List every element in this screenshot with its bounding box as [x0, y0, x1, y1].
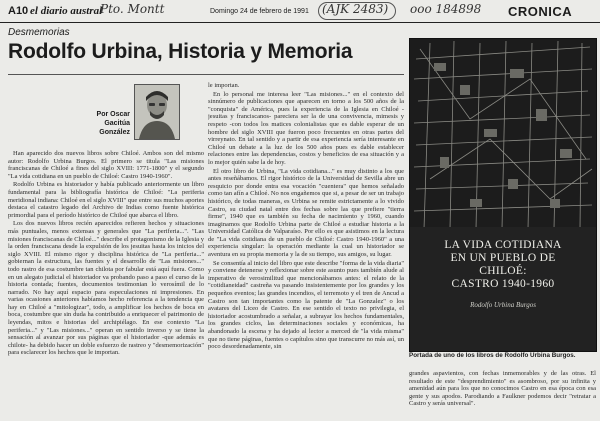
book-title-line: CHILOÉ: [479, 265, 527, 277]
paragraph: le importan. [208, 82, 240, 89]
book-title [410, 239, 596, 291]
book-title-line: LA VIDA COTIDIANA [444, 239, 562, 251]
byline-line-1: Por Oscar [96, 111, 130, 118]
paragraph: El otro libro de Urbina, "La vida cotidiana..." es muy distinto a los que antes reseñábamos. El rigor histórico de la Universidad de Sevilla abre un resquicio por donde entra esa vocación "cuentera" que hemos señalado como tan afín a Chiloé. No nos engañemos que si, a pesar de ser un trabajo histórico, de todas maneras, es Urbina se remite estrictamente a lo vivido Castro, su ciudad natal entre dos fechas sobre las que prefiere "tierra firme", 1940 que es también su fecha de nacimiento y 1960, cuando imaginamos que Rodolfo Urbina parte de Chiloé a estudiar historia a la Universidad Católica de Valparaíso. Por ello es que asistimos en la lectura de "La vida cotidiana de un pueblo de Chiloé: Castro 1940-1960" a una experiencia singular: la operación mediante la cual un historiador se aventura en su propia memoria y la de su tiempo, sus amigos, su lugar. [208, 167, 404, 259]
paragraph: En lo personal me interesa leer "Las misiones..." en el contexto del sinnúmero de publicaciones que aparecen en torno a los 500 años de la "conquista" de América, pues la experiencia de la Iglesia en Chiloé -jesuitas y franciscanos- pareciera ser la de una convivencia, mimesis y respeto -con todos los matices colonialistas que es dable esperar de un hombre del siglo XVIII que fueron poco frecuentes en otras partes del virreynato. En tal sentido y a partir de esa experiencia sería interesante en Chiloé un debate a la luz de los 500 años pues es dable establecer relaciones entre las dependencias, costos y beneficios de esa situación y a lo mejor quién sabe la de hoy. [208, 90, 404, 166]
author-photo [134, 84, 180, 140]
page-header [0, 0, 600, 23]
book-title-line: EN UN PUEBLO DE [450, 252, 556, 264]
book-author: Rodolfo Urbina Burgos [470, 301, 536, 309]
article-column-2 [208, 82, 404, 418]
article-column-3 [409, 370, 596, 418]
paragraph: grandes aspavientos, con fechas inmemorables y de las otras. El resultado de este "desprendimiento" es asombroso, por su infinita y amenidad aún para los que no conocimos Castro en esa época con esa gente y sus apodos. Parodiando a Faulkner podemos decir "retratar a Castro y serás universal". [409, 370, 596, 408]
article-title: Rodolfo Urbina, Historia y Memoria [8, 40, 353, 63]
image-caption: Portada de uno de los libros de Rodolfo Urbina Burgos. [409, 352, 576, 359]
article-column-1 [8, 150, 204, 418]
paragraph: Han aparecido dos nuevos libros sobre Chiloé. Ambos son del mismo autor: Rodolfo Urbina Burgos. El primero se titula "Las misiones franciscanas de Chiloé a fines del siglo XVIII: 1771-1800" y el segundo "La vida cotidiana en un pueblo de Chiloé: Castro 1940-1960". [8, 150, 204, 180]
byline-author: Gacitúa González [99, 120, 130, 136]
section-name: CRONICA [508, 4, 573, 19]
handwritten-code: (AJK 2483) [322, 2, 389, 16]
book-cover-image [409, 38, 597, 352]
title-rule [8, 74, 404, 75]
paragraph: Se consentía al inicio del libro que este describe "forma de la vida diaria" y conviene detenerse y reflexionar sobre este asunto pues también alude al imperativo de verosimilitud que mencionábamos antes: el relato de la "cotidianeidad" castreña va pasando insistentemente por los grandes y los pequeños eventos; las grandes incendios, el terremoto y el tren de Ancud a Castro son tan importantes como la patente de "La Gonzalez" o los avatares del Liceo de Castro. En ese sentido el texto no privilegia, el historiador acostumbrado a señalar, a subrayar los hechos fundamentales, los grandes ciclos, las determinaciones sociales y económicas, ha abandonado la escena y ha dejado al lector a merced de "la vida misma" que no tiene páginas, fuentes o capítulos sino que transcurre no más así, un poco desordenadamente, sin [208, 259, 404, 351]
handwritten-number: ooo 184898 [410, 2, 482, 16]
newspaper-name: el diario austral [30, 5, 103, 17]
publication-date: Domingo 24 de febrero de 1991 [210, 8, 309, 15]
handwritten-location: Pto. Montt [100, 2, 165, 16]
article-kicker: Desmemorias [8, 27, 70, 38]
byline [72, 110, 130, 137]
book-title-line: CASTRO 1940-1960 [451, 278, 555, 290]
paragraph: Los dos nuevos libros recién aparecidos refieren hechos y situaciones más puntuales, menos extensas y generales que "La periferia...". "Las misiones franciscanas de Chiloé..." describe el protagonismo de la Iglesia y la orden franciscana desde la expulsión de los jesuitas hasta los inicios del siglo XVIII. El mismo rigor y disciplina histórica de "La periferia..." gobiernan la estructura, las fuentes y el desarrollo de "Las misiones..." todo rastro de esa costumbre tan chilota por fabular está aquí fuera. Como en un alegato judicial el historiador va probando paso a paso el curso de la historia contada; fuentes, documentos testimonian lo verosímil de lo narrado. No hay aquí espacio para especulaciones ni impresiones. En varias ocasiones anteriores habíamos hecho referencia a la tendencia que hay en Chiloé a "mitologizar", todo, a amplificar los hechos de boca en boca, costumbre que sin duda ha contribuido a enriquecer el patrimonio de leyendas, mitos e historias del archipiélago. En ese contexto "La periferia..." y "Las misiones..." operan en sentido inverso y se tiene la sensación al avanzar por sus páginas que el historiador -que además es chilote- ha debido hacer un doble esfuerzo de rastreo y "desmemorización" para esclarecer los hechos que le importan. [8, 220, 204, 357]
page-number: A10 [8, 5, 29, 17]
paragraph: Rodolfo Urbina es historiador y había publicado anteriormente un libro fundamental para la bibliografía histórica de Chiloé: "La periferia meridional indiana: Chiloé en el siglo XVIII" que entre sus muchos aportes destaca el catastro legado del Archivo de Indias como fuente histórica primordial para el período histórico de Chiloé que abarca el libro. [8, 181, 204, 219]
